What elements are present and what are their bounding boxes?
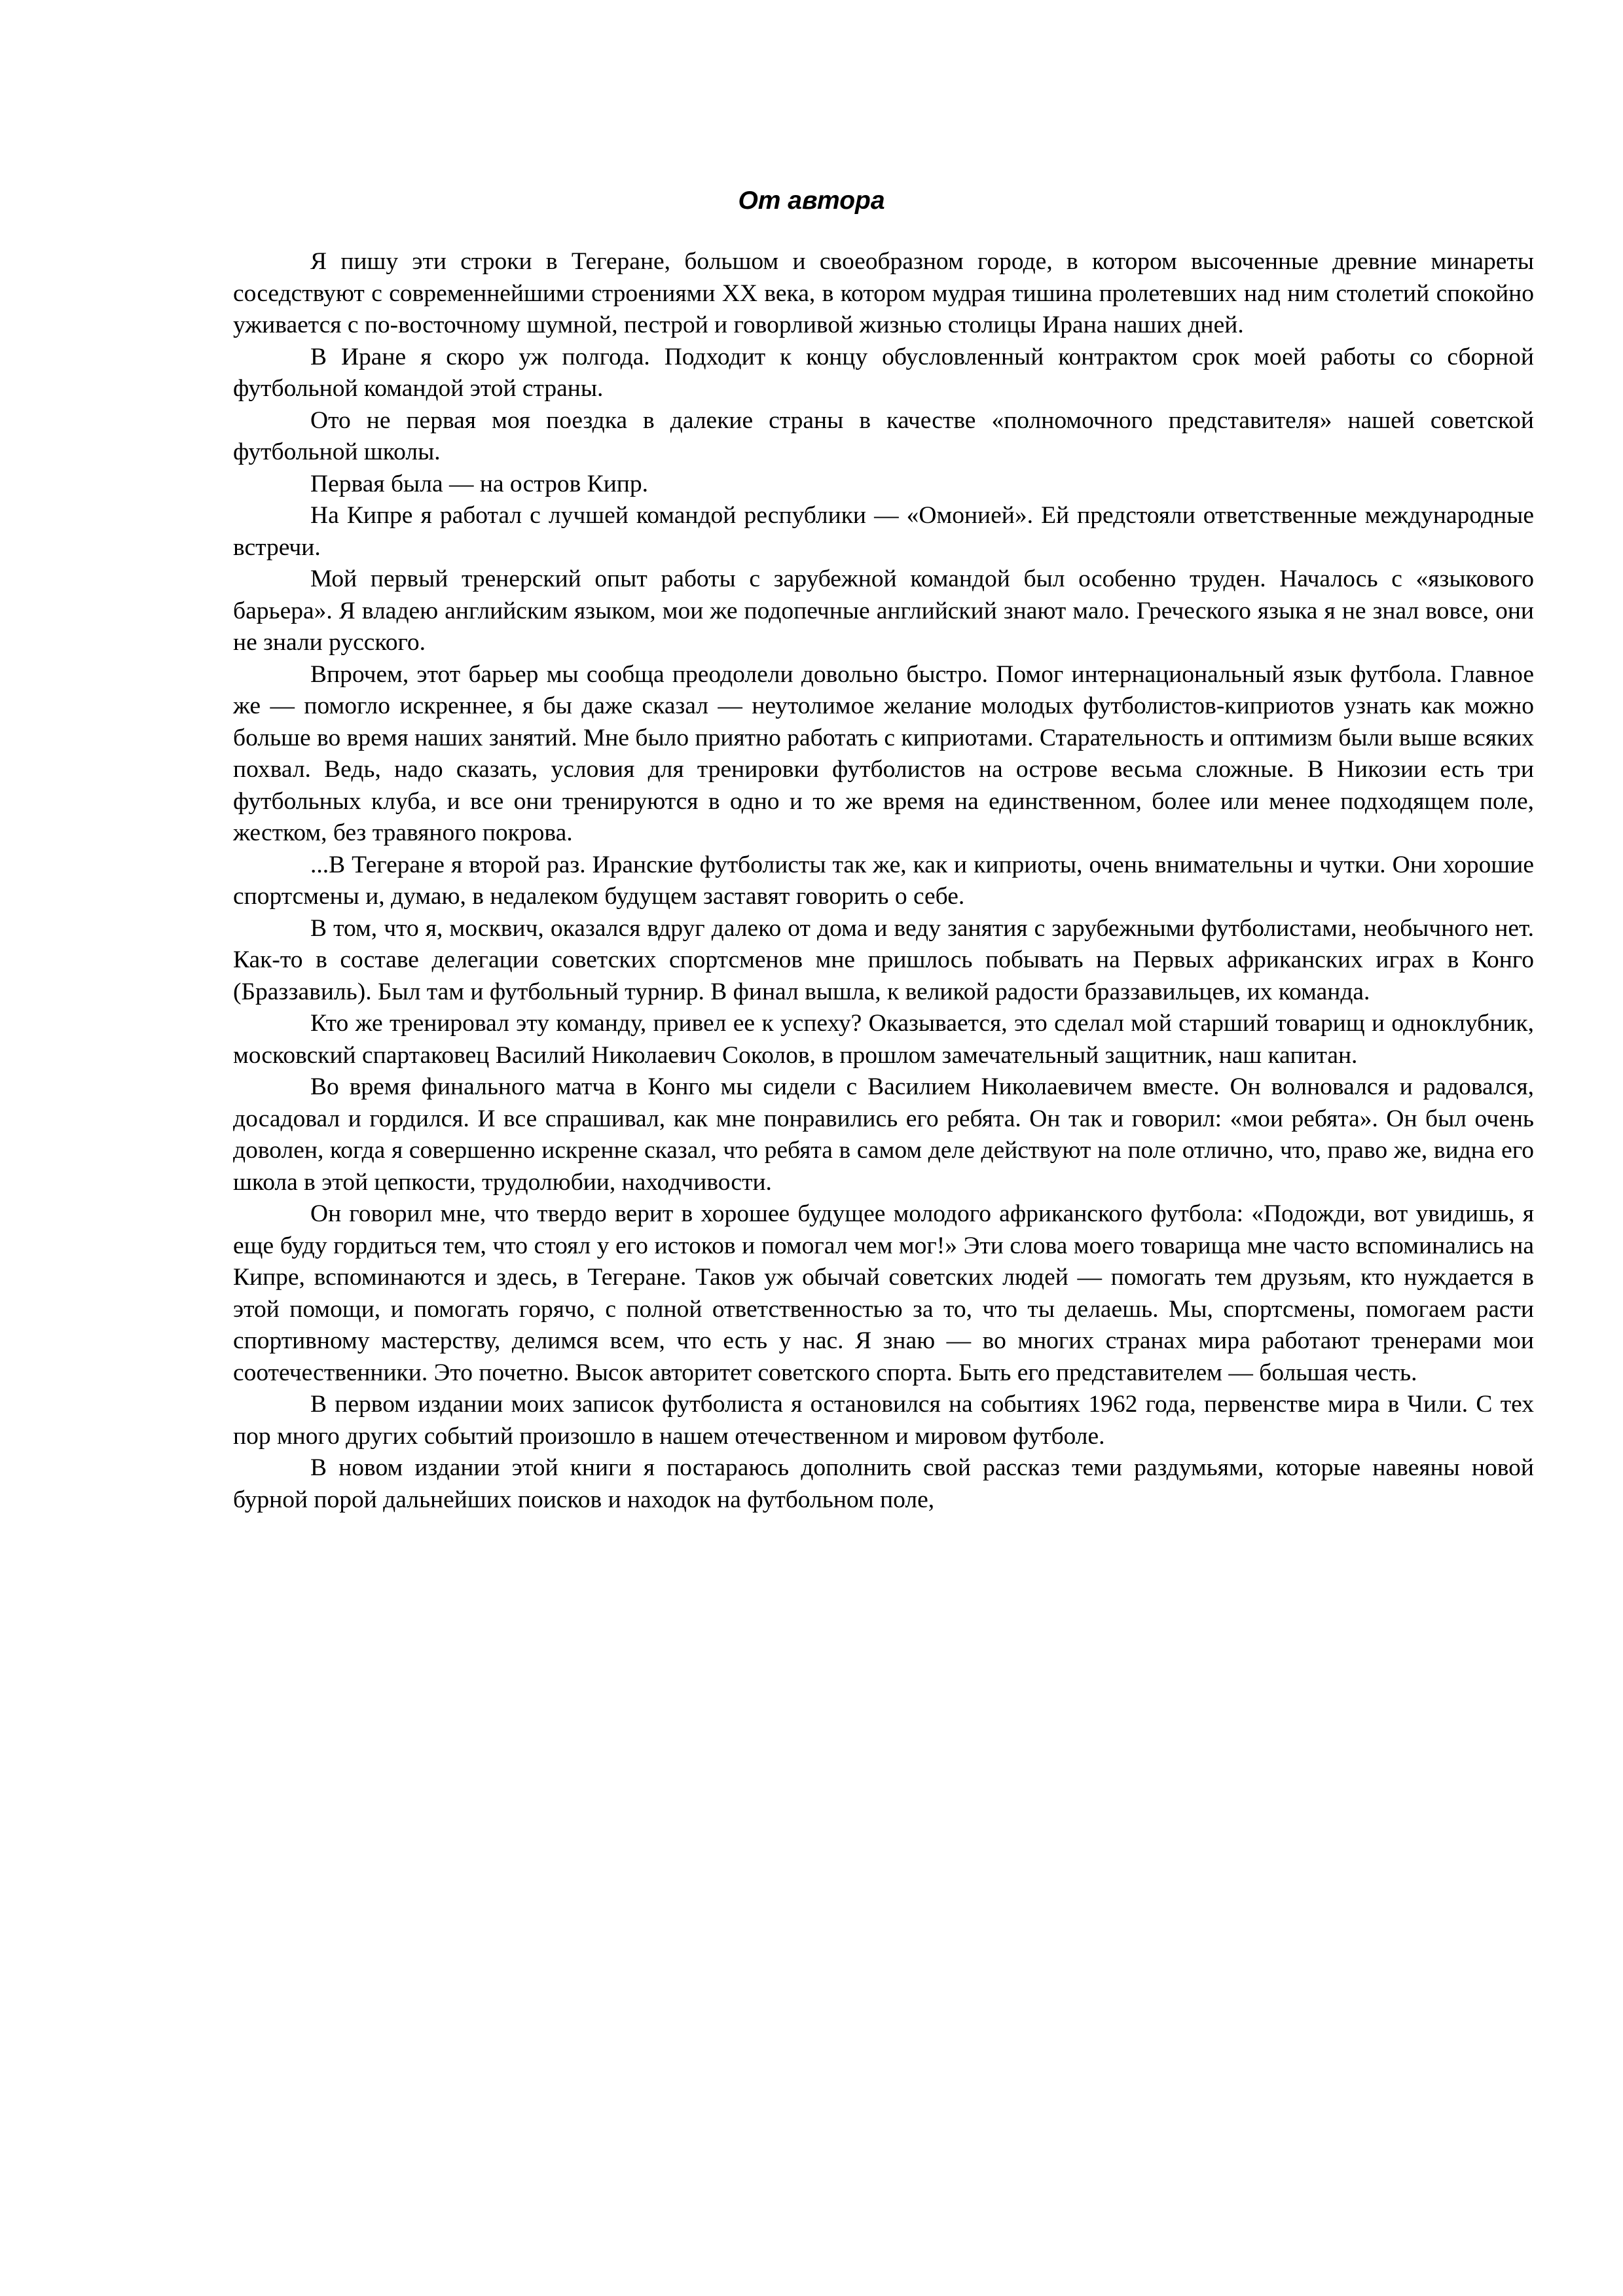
paragraph: Ото не первая моя поездка в далекие страны в качестве «полномочного представителя» нашей советской футбольной школы. (233, 406, 1534, 465)
paragraph: В первом издании моих записок футболиста я остановился на событиях 1962 года, первенстве мира в Чили. С тех пор много других событий произошло в нашем отечественном и мировом футболе. (233, 1391, 1534, 1450)
page-title: От автора (738, 187, 885, 215)
paragraph: Впрочем, этот барьер мы сообща преодолели довольно быстро. Помог интернациональный язык футбола. Главное же — помогло искреннее, я бы даже сказал — неутолимое желание молодых футболистов-киприотов узнать как можно больше во время наших занятий. Мне было приятно работать с киприотами. Старательность и оптимизм были выше всяких похвал. Ведь, надо сказать, условия для тренировки футболистов на острове весьма сложные. В Никозии есть три футбольных клуба, и все они тренируются в одно и то же время на единственном, более или менее подходящем поле, жестком, без травяного покрова. (233, 660, 1534, 846)
paragraph: Кто же тренировал эту команду, привел ее к успеху? Оказывается, это сделал мой старший товарищ и одноклубник, московский спартаковец Василий Николаевич Соколов, в прошлом замечательный защитник, наш капитан. (233, 1010, 1534, 1069)
paragraph: Мой первый тренерский опыт работы с зарубежной командой был особенно труден. Началось с «языкового барьера». Я владею английским языком, мои же подопечные английский знают мало. Греческого языка я не знал вовсе, они не знали русского. (233, 565, 1534, 656)
paragraph: Во время финального матча в Конго мы сидели с Василием Николаевичем вместе. Он волновался и радовался, досадовал и гордился. И все спрашивал, как мне понравились его ребята. Он так и говорил: «мои ребята». Он был очень доволен, когда я совершенно искренне сказал, что ребята в самом деле действуют на поле отлично, что, право же, видна его школа в этой цепкости, трудолюбии, находчивости. (233, 1073, 1534, 1196)
paragraph: В том, что я, москвич, оказался вдруг далеко от дома и веду занятия с зарубежными футболистами, необычного нет. Как-то в составе делегации советских спортсменов мне пришлось побывать на Первых африканских играх в Конго (Браззавиль). Был там и футбольный турнир. В финал вышла, к великой радости браззавильцев, их команда. (233, 914, 1534, 1005)
paragraph: Я пишу эти строки в Тегеране, большом и своеобразном городе, в котором высоченные древние минареты соседствуют с современнейшими строениями XX века, в котором мудрая тишина пролетевших над ним столетий спокойно уживается с по-восточному шумной, пестрой и говорливой жизнью столицы Ирана наших дней. (233, 248, 1534, 338)
paragraph: Он говорил мне, что твердо верит в хорошее будущее молодого африканского футбола: «Подожди, вот увидишь, я еще буду гордиться тем, что стоял у его истоков и помогал чем мог!» Эти слова моего товарища мне часто вспоминались на Кипре, вспоминаются и здесь, в Тегеране. Таков уж обычай советских людей — помогать тем друзьям, кто нуждается в этой помощи, и помогать горячо, с полной ответственностью за то, что ты делаешь. Мы, спортсмены, помогаем расти спортивному мастерству, делимся всем, что есть у нас. Я знаю — во многих странах мира работают тренерами мои соотечественники. Это почетно. Высок авторитет советского спорта. Быть его представителем — большая честь. (233, 1200, 1534, 1386)
paragraph: ...В Тегеране я второй раз. Иранские футболисты так же, как и киприоты, очень внимательны и чутки. Они хорошие спортсмены и, думаю, в недалеком будущем заставят говорить о себе. (233, 851, 1534, 910)
paragraph: На Кипре я работал с лучшей командой республики — «Омонией». Ей предстояли ответственные международные встречи. (233, 502, 1534, 561)
paragraph: В Иране я скоро уж полгода. Подходит к концу обусловленный контрактом срок моей работы со сборной футбольной командой этой страны. (233, 343, 1534, 402)
paragraph: В новом издании этой книги я постараюсь дополнить свой рассказ теми раздумьями, которые навеяны новой бурной порой дальнейших поисков и находок на футбольном поле, (233, 1454, 1534, 1513)
body-text (233, 246, 1534, 1516)
paragraph: Первая была — на остров Кипр. (310, 470, 648, 497)
